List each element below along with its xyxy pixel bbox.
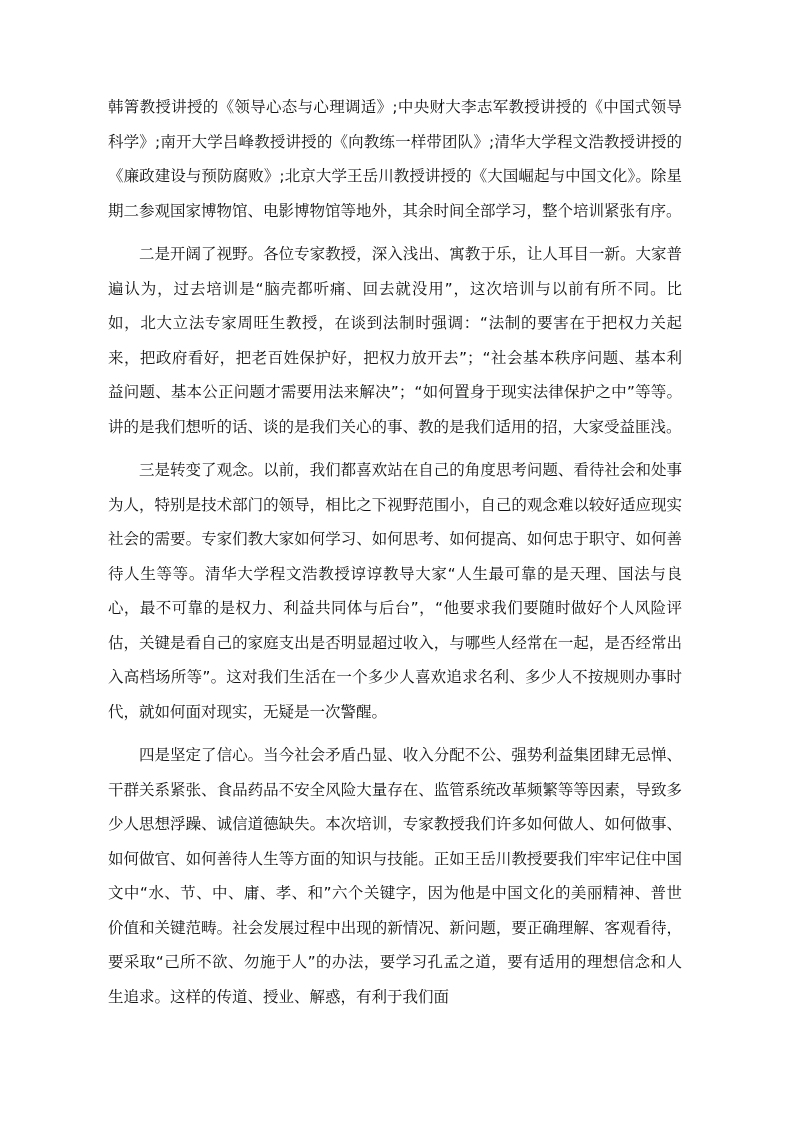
paragraph-strengthened-confidence: 四是坚定了信心。当今社会矛盾凸显、收入分配不公、强势利益集团肆无忌惮、干群关系紧张、食品药品不安全风险大量存在、监管系统改革频繁等等因素，导致多少人思想浮躁、诚信道德缺失。本次培训，专家教授我们许多如何做人、如何做事、如何做官、如何善待人生等方面的知识与技能。正如王岳川教授要我们牢牢记住中国文中“水、节、中、庸、孝、和”六个关键字，因为他是中国文化的美丽精神、普世价值和关键范畴。社会发展过程中出现的新情况、新问题，要正确理解、客观看待，要采取“己所不欲、勿施于人”的办法，要学习孔孟之道，要有适用的理想信念和人生追求。这样的传道、授业、解惑，有利于我们面 bbox=[108, 746, 682, 1006]
paragraph-changed-concepts: 三是转变了观念。以前，我们都喜欢站在自己的角度思考问题、看待社会和处事为人，特别是技术部门的领导，相比之下视野范围小，自己的观念难以较好适应现实社会的需要。专家们教大家如何学习、如何思考、如何提高、如何忠于职守、如何善待人生等等。清华大学程文浩教授谆谆教导大家“人生最可靠的是天理、国法与良心，最不可靠的是权力、利益共同体与后台”，“他要求我们要随时做好个人风险评估，关键是看自己的家庭支出是否明显超过收入，与哪些人经常在一起，是否经常出入高档场所等”。这对我们生活在一个多少人喜欢追求名利、多少人不按规则办事时代，就如何面对现实，无疑是一次警醒。 bbox=[108, 461, 682, 721]
paragraph-broadened-vision: 二是开阔了视野。各位专家教授，深入浅出、寓教于乐，让人耳目一新。大家普遍认为，过去培训是“脑壳都听痛、回去就没用”，这次培训与以前有所不同。比如，北大立法专家周旺生教授，在谈到法制时强调：“法制的要害在于把权力关起来，把政府看好，把老百姓保护好，把权力放开去”；“社会基本秩序问题、基本利益问题、基本公正问题才需要用法来解决”；“如何置身于现实法律保护之中”等等。讲的是我们想听的话、谈的是我们关心的事、教的是我们适用的招，大家受益匪浅。 bbox=[108, 245, 682, 436]
paragraph-lecturers: 韩箐教授讲授的《领导心态与心理调适》;中央财大李志军教授讲授的《中国式领导科学》;南开大学吕峰教授讲授的《向教练一样带团队》;清华大学程文浩教授讲授的《廉政建设与预防腐败》;北京大学王岳川教授讲授的《大国崛起与中国文化》。除星期二参观国家博物馆、电影博物馆等地外，其余时间全部学习，整个培训紧张有序。 bbox=[108, 98, 682, 220]
document-body bbox=[108, 90, 682, 1023]
